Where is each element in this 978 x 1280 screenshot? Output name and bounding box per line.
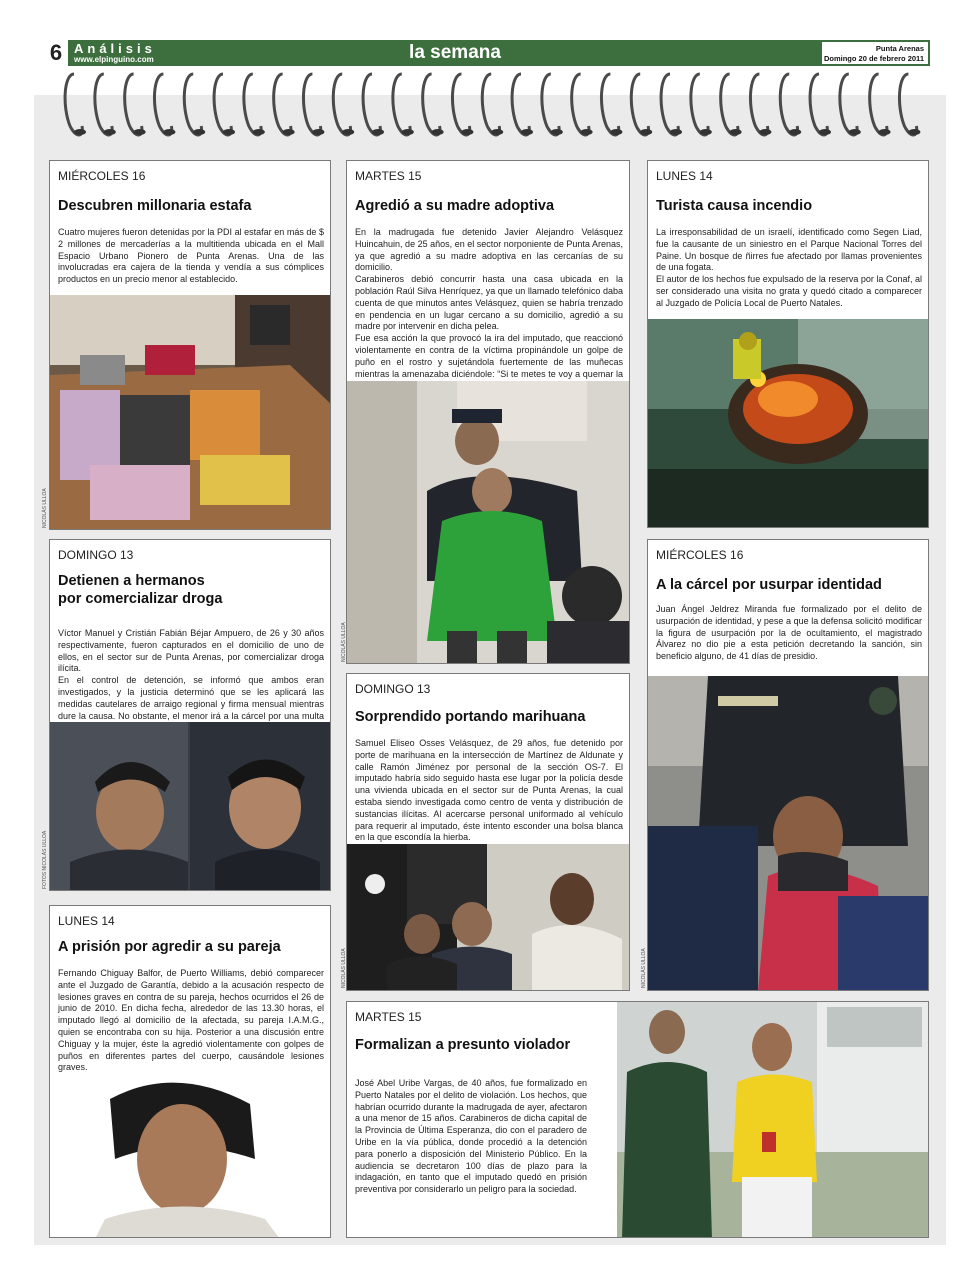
spiral-hole bbox=[581, 129, 593, 135]
city-label: Punta Arenas bbox=[875, 44, 924, 53]
story-body: Juan Ángel Jeldrez Miranda fue formalizado por el delito de usurpación de identidad, y pese a que la defensa solicitó modificar la figura de usurpación por la de ocultamiento, el magistrado Álvarez no dio pie a esta petición decretando la sanción, sin beneficio alguno, de 41 días de presidio. bbox=[656, 604, 922, 662]
spiral-ring bbox=[303, 74, 320, 135]
photo-credit: NICOLÁS ULLOA bbox=[641, 948, 647, 988]
story-panel-incendio bbox=[647, 160, 929, 528]
story-panel-pareja bbox=[49, 905, 331, 1238]
story-panel-madre-adoptiva bbox=[346, 160, 630, 664]
spiral-hole bbox=[432, 129, 444, 135]
spiral-hole bbox=[849, 129, 861, 135]
spiral-ring bbox=[333, 74, 350, 135]
spiral-hole bbox=[342, 129, 354, 135]
spiral-ring bbox=[780, 74, 797, 135]
spiral-hole bbox=[193, 129, 205, 135]
story-body: Fernando Chiguay Balfor, de Puerto Williams, debió comparecer ante el Juzgado de Garantía, debido a la acusación respecto de lesiones graves en contra de su pareja, hechos ocurridos el 26 de junio de 2010. En dicha fecha, alrededor de las 13.30 horas, el imputado llegó al domicilio de la afectada, su pareja I.A.M.G., quien se encontraba con su hija. Posterior a una discusión entre Chiguay y la mujer, éste la agredió violentamente con golpes de puños en diferentes partes del cuerpo, causándole lesiones graves. bbox=[58, 968, 324, 1073]
photo-credit: NICOLÁS ULLOA bbox=[42, 488, 48, 528]
photo-detainee-green-jacket bbox=[347, 381, 630, 664]
story-headline bbox=[58, 572, 222, 608]
photo-jose-uribe bbox=[617, 1002, 929, 1238]
spiral-ring bbox=[274, 74, 291, 135]
section-title: la semana bbox=[409, 42, 501, 63]
spiral-hole bbox=[700, 129, 712, 135]
spiral-hole bbox=[819, 129, 831, 135]
spiral-hole bbox=[283, 129, 295, 135]
story-day: MARTES 15 bbox=[355, 1010, 422, 1024]
story-headline: Formalizan a presunto violador bbox=[355, 1037, 571, 1053]
spiral-hole bbox=[253, 129, 265, 135]
story-day: DOMINGO 13 bbox=[355, 682, 431, 696]
spiral-hole bbox=[551, 129, 563, 135]
story-day: MIÉRCOLES 16 bbox=[656, 548, 744, 562]
spiral-hole bbox=[104, 129, 116, 135]
spiral-hole bbox=[908, 129, 920, 135]
spiral-ring bbox=[184, 74, 201, 135]
spiral-hole bbox=[640, 129, 652, 135]
spiral-ring bbox=[214, 74, 231, 135]
brand-name: Análisis bbox=[74, 41, 156, 56]
spiral-ring bbox=[810, 74, 827, 135]
spiral-ring bbox=[244, 74, 261, 135]
date-box bbox=[822, 42, 928, 64]
spiral-ring bbox=[840, 74, 857, 135]
story-headline: Turista causa incendio bbox=[656, 198, 813, 214]
story-body: José Abel Uribe Vargas, de 40 años, fue formalizado en Puerto Natales por el delito de violación. Los hechos, que habrían ocurrido durante la madrugada de ayer, afectaron a una menor de 15 años. Carabineros de dicha capital de la Provincia de Última Esperanza, dio con el paradero de Uribe en la vía pública, donde procedió a la detención para ponerlo a disposición del Ministerio Público. En la audiencia se decretaron 100 días de plazo para la indagación, en tanto que el imputado quedó en prisión preventiva por considerarlo un peligro para la sociedad. bbox=[355, 1078, 587, 1195]
photo-credit: NICOLÁS ULLOA bbox=[341, 948, 347, 988]
spiral-hole bbox=[521, 129, 533, 135]
spiral-ring bbox=[750, 74, 767, 135]
spiral-ring bbox=[691, 74, 708, 135]
spiral-ring bbox=[154, 74, 171, 135]
photo-court-hearing bbox=[347, 844, 630, 991]
photo-credit: FOTOS NICOLÁS ULLOA bbox=[42, 830, 48, 889]
photo-brothers bbox=[50, 722, 331, 891]
story-panel-usurpar-identidad bbox=[647, 539, 929, 991]
photo-fernando-chiguay bbox=[50, 1079, 331, 1238]
spiral-hole bbox=[312, 129, 324, 135]
story-panel-marihuana bbox=[346, 673, 630, 991]
story-day: LUNES 14 bbox=[656, 169, 713, 183]
spiral-hole bbox=[372, 129, 384, 135]
story-headline: Descubren millonaria estafa bbox=[58, 198, 252, 214]
spiral-ring bbox=[452, 74, 469, 135]
spiral-ring bbox=[870, 74, 887, 135]
story-body: Samuel Eliseo Osses Velásquez, de 29 años, fue detenido por porte de marihuana en la intersección de Martínez de Aldunate y calle Ramón Jiménez por personal de la sección OS-7. El imputado habría sido seguido hasta ese lugar por la policía desde una vivienda ubicada en el sector sur de Punta Arenas, la cual estaba siendo investigada como centro de venta y distribución de sustancias ilícitas. Al acercarse personal uniformado al vehículo para requerir al imputado, éste intento esconder una bolsa blanca en la que escondía la hierba. bbox=[355, 738, 623, 843]
spiral-ring bbox=[601, 74, 618, 135]
photo-confiscated-goods bbox=[50, 295, 331, 530]
story-panel-violador bbox=[346, 1001, 929, 1238]
spiral-hole bbox=[789, 129, 801, 135]
story-body: Cuatro mujeres fueron detenidas por la PDI al estafar en más de $ 2 millones de mercaderías a la multitienda ubicada en el Mall Espacio Urbano Pionero de Punta Arenas. Una de las involucradas era cajera de la tienda y vendía a sus cómplices productos en un precio menor al establecido. bbox=[58, 227, 324, 285]
story-day: MIÉRCOLES 16 bbox=[58, 169, 146, 183]
spiral-ring bbox=[512, 74, 529, 135]
photo-credit: NICOLÁS ULLOA bbox=[341, 622, 347, 662]
spiral-hole bbox=[491, 129, 503, 135]
story-panel-droga bbox=[49, 539, 331, 891]
spiral-binding bbox=[34, 66, 946, 156]
spiral-hole bbox=[759, 129, 771, 135]
spiral-ring bbox=[572, 74, 589, 135]
story-headline-line: Detienen a hermanos bbox=[58, 573, 205, 589]
spiral-hole bbox=[730, 129, 742, 135]
spiral-hole bbox=[134, 129, 146, 135]
date-label: Domingo 20 de febrero 2011 bbox=[823, 54, 924, 63]
spiral-ring bbox=[423, 74, 440, 135]
spiral-ring bbox=[721, 74, 738, 135]
story-day: MARTES 15 bbox=[355, 169, 422, 183]
spiral-hole bbox=[402, 129, 414, 135]
story-headline: Agredió a su madre adoptiva bbox=[355, 198, 555, 214]
story-body: En la madrugada fue detenido Javier Alejandro Velásquez Huincahuin, de 25 años, en el sector norponiente de Punta Arenas, ya que agredió a su madre adoptiva en las cercanías de su domicilio. Carabineros debió concurrir hasta una casa ubicada en la población Raúl Silva Henríquez, ya que un llamado telefónico daba cuenta de que minutos antes Velásquez, quien se habría trenzado en pendencia en un lugar cercano a su domicilio, agredió a su madre por intervenir en dicha pelea. Fue esa acción la que provocó la ira del imputado, que reaccionó violentamente en contra de la víctima propinándole un golpe de puño en el rostro y sujetándola fuertemente de las muñecas mientras la amenazaba diciéndole: “Si te metes te voy a quemar la bbox=[355, 227, 623, 379]
story-headline-line: por comercializar droga bbox=[58, 591, 223, 607]
spiral-hole bbox=[670, 129, 682, 135]
spiral-hole bbox=[74, 129, 86, 135]
spiral-ring bbox=[95, 74, 112, 135]
spiral-hole bbox=[879, 129, 891, 135]
spiral-ring bbox=[542, 74, 559, 135]
spiral-ring bbox=[65, 74, 82, 135]
story-panel-estafa bbox=[49, 160, 331, 530]
story-body: La irresponsabilidad de un israelí, identificado como Segen Liad, fue la causante de un siniestro en el Parque Nacional Torres del Paine. Un bosque de ñirres fue afectado por llamas provenientes de una fogata. El autor de los hechos fue expulsado de la reserva por la Conaf, al ser considerado una visita no grata y quedó citado a comparecer al Juzgado de Policía Local de Puerto Natales. bbox=[656, 227, 922, 308]
spiral-hole bbox=[163, 129, 175, 135]
spiral-hole bbox=[610, 129, 622, 135]
spiral-ring bbox=[393, 74, 410, 135]
spiral-ring bbox=[482, 74, 499, 135]
spiral-ring bbox=[125, 74, 142, 135]
spiral-ring bbox=[661, 74, 678, 135]
page-number: 6 bbox=[44, 40, 68, 66]
photo-forest-fire bbox=[648, 319, 929, 528]
spiral-hole bbox=[461, 129, 473, 135]
story-body: Víctor Manuel y Cristián Fabián Béjar Ampuero, de 26 y 30 años respectivamente, fueron capturados en el domicilio de uno de ellos, en el sector sur de Punta Arenas, por comercializar droga ilícita. En el control de detención, se informó que ambos eran investigados, y la justicia determinó que se les aplicará las medidas cautelares de arraigo regional y firma mensual mientras dure la causa. No obstante, el menor irá a la cárcel por una multa bbox=[58, 628, 324, 721]
story-headline: A la cárcel por usurpar identidad bbox=[656, 577, 882, 593]
spiral-ring bbox=[363, 74, 380, 135]
story-day: LUNES 14 bbox=[58, 914, 115, 928]
brand-url[interactable]: www.elpinguino.com bbox=[74, 55, 154, 64]
spiral-hole bbox=[223, 129, 235, 135]
photo-detainee-usurpacion bbox=[648, 676, 929, 991]
spiral-ring bbox=[899, 74, 916, 135]
story-headline: Sorprendido portando marihuana bbox=[355, 709, 586, 725]
story-headline: A prisión por agredir a su pareja bbox=[58, 939, 281, 955]
spiral-ring bbox=[631, 74, 648, 135]
story-day: DOMINGO 13 bbox=[58, 548, 134, 562]
